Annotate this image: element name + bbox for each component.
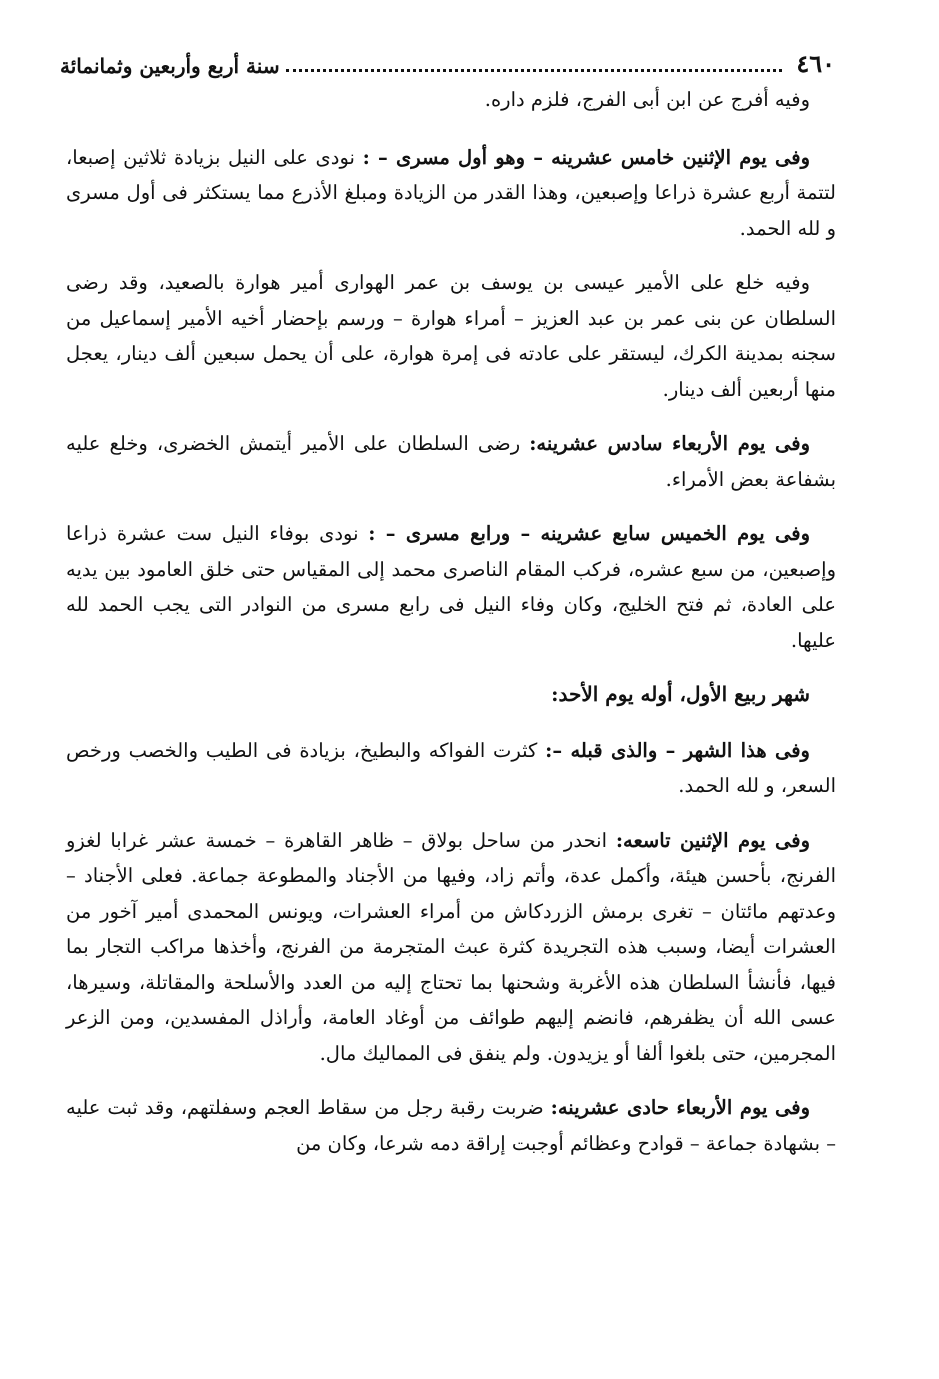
- paragraph-text: كثرت الفواكه والبطيخ، بزيادة فى الطيب والخصب ورخص السعر، و لله الحمد.: [66, 738, 836, 797]
- paragraph-5: [66, 516, 836, 658]
- paragraph-4: [66, 426, 836, 497]
- paragraph-text: رضى السلطان على الأمير أيتمش الخضرى، وخلع عليه بشفاعة بعض الأمراء.: [66, 432, 836, 491]
- paragraph-text: نودى على النيل بزيادة ثلاثين إصبعا، لتتمة أربع عشرة ذراعا وإصبعين، وهذا القدر من الزيادة ومبلغ الأذرع مما يستكثر فى أول مسرى و لله الحمد.: [66, 145, 836, 240]
- paragraph-text: وفيه خلع على الأمير عيسى بن يوسف بن عمر الهوارى أمير هوارة بالصعيد، وقد رضى السلطان عن بنى عمر بن عبد العزيز – أمراء هوارة – ورسم بإحضار أخيه الأمير إسماعيل من سجنه بمدينة الكرك، ليستقر على عادته فى إمرة هوارة، على أن يحمل سبعين ألف دينار، يعجل منها أربعين ألف دينار.: [66, 271, 836, 401]
- paragraph-8: [66, 1090, 836, 1161]
- page-header: [60, 38, 835, 78]
- paragraph-lead: وفى يوم الإثنين خامس عشرينه – وهو أول مسرى – :: [362, 145, 810, 169]
- section-heading: شهر ربيع الأول، أوله يوم الأحد:: [551, 682, 810, 706]
- paragraph-2: [66, 140, 836, 247]
- running-title: سنة أربع وأربعين وثمانمائة: [60, 54, 280, 78]
- body-text: [66, 82, 836, 1180]
- paragraph-text: نودى بوفاء النيل ست عشرة ذراعا وإصبعين، من سبع عشره، فركب المقام الناصرى محمد إلى المقياس حتى خلق العامود بين يديه على العادة، ثم فتح الخليج، وكان وفاء النيل فى رابع مسرى من النوادر التى يجب الحمد لله عليها.: [66, 522, 836, 652]
- paragraph-lead: وفى يوم الأربعاء حادى عشرينه:: [550, 1096, 811, 1119]
- paragraph-1: [66, 82, 836, 118]
- paragraph-6: [66, 733, 836, 804]
- paragraph-lead: وفى يوم الخميس سابع عشرينه – ورابع مسرى – :: [368, 522, 810, 545]
- paragraph-text: انحدر من ساحل بولاق – ظاهر القاهرة – خمسة عشر غرابا لغزو الفرنج، بأحسن هيئة، وأكمل عدة، وأتم زاد، وفيها من الأجناد والمطوعة جماعة. فعلى الأجناد – وعدتهم مائتان – تغرى برمش الزردكاش من أمراء العشرات، ويونس المحمدى أمير آخور من العشرات أيضا، وسبب هذه التجريدة كثرة عبث المتجرمة من الفرنج، وأخذها مراكب التجار بما فيها، فأنشأ السلطان هذه الأغربة وشحنها بما تحتاج إليه من العدد والأسلحة والمقاتلة، وسيرها، عسى الله أن يظفرهم، فانضم إليهم طوائف من أوغاد العامة، وأراذل المفسدين، ومن الزعر المجرمين، حتى بلغوا ألفا أو يزيدون. ولم ينفق فى المماليك مال.: [66, 828, 836, 1065]
- paragraph-7: [66, 823, 836, 1072]
- paragraph-lead: وفى يوم الأربعاء سادس عشرينه:: [529, 432, 810, 455]
- paragraph-lead: وفى هذا الشهر – والذى قبله –:: [545, 738, 810, 762]
- page-number: ٤٦٠: [796, 49, 835, 78]
- paragraph-3: [66, 265, 836, 407]
- dot-leader: [286, 69, 783, 72]
- paragraph-lead: وفى يوم الإثنين تاسعه:: [615, 828, 810, 852]
- paragraph-text: ضربت رقبة رجل من سقاط العجم وسفلتهم، وقد ثبت عليه – بشهادة جماعة – قوادح وعظائم أوجبت إراقة دمه شرعا، وكان من: [66, 1096, 836, 1155]
- paragraph-text: وفيه أفرج عن ابن أبى الفرج، فلزم داره.: [484, 88, 810, 111]
